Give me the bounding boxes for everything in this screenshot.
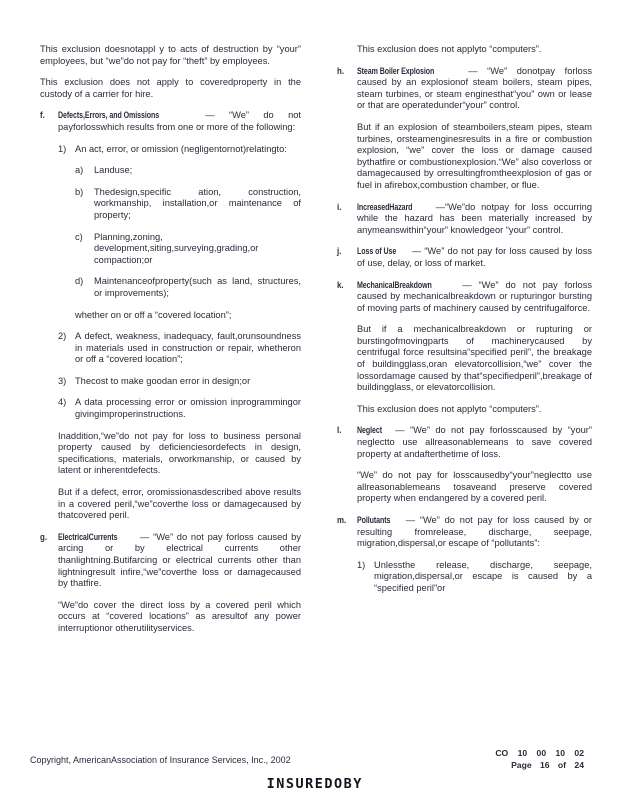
sub-item-3: [58, 376, 301, 398]
paragraph: whether on or off a “covered location”;: [75, 309, 232, 320]
item-lead-text: — “We” do not pay forlosscaused by “your” neglectto use allreasonablemeans to save covered property at andafterthetime of loss.: [357, 425, 592, 459]
item-lead-paragraph: [357, 202, 592, 237]
paragraph: A data processing error or omission inprogrammingor givingimproperinstructions.: [75, 397, 301, 420]
item-content: [357, 202, 592, 247]
item-lead-text: — “We” do not pay for loss caused by loss of use, delay, or loss of market.: [357, 246, 592, 268]
column-right: [337, 44, 592, 645]
paragraph: “We”do cover the direct loss by a covered peril which occurs at “covered locations” as aresultof any power interruptionor otherutilityservices.: [58, 599, 301, 633]
paragraph: A defect, weakness, inadequacy, fault,orunsoundness in materials used in construction or repair, whetheron or off a “covered location”;: [75, 331, 301, 365]
page-indicator: Page 16 of 24: [511, 760, 584, 770]
item-lead-paragraph: [58, 110, 301, 133]
item-marker: g.: [40, 531, 48, 542]
item-label: Neglect: [357, 425, 382, 436]
item-lead-text: — “We” donotpay forloss caused by an explosionof steam boilers, steam pipes, steam turbines, or steam enginesthat“you” own or lease or that are operatedunder“your” control.: [357, 65, 592, 111]
item-marker: h.: [337, 65, 345, 76]
sub-item-4: [58, 397, 301, 430]
list-item-i: [337, 202, 592, 247]
paragraph: Thedesign,specific ation, construction, workmanship, installation,or maintenance of property;: [94, 186, 301, 220]
item-lead-text: — “We” do not pay forloss caused by arcing or by electrical currents other thanlightning.Butifarcing or electrical currents other than lightningresult infire,“we”coverthe loss or damagecaused by thatfire.: [58, 531, 301, 589]
item-content: [357, 246, 592, 279]
paragraph: This exclusion does not applyto “computers”.: [357, 403, 542, 414]
item-lead-text: — “We” do not pay forloss caused by mechanicalbreakdown or rupturingor bursting of moving parts of machinery caused by centrifugalforce.: [357, 279, 592, 313]
copyright-line: Copyright, AmericanAssociation of Insurance Services, Inc., 2002: [30, 755, 291, 765]
item-marker: i.: [337, 201, 342, 212]
list-item-k: [337, 280, 592, 426]
paragraph: This exclusion doesnotappl y to acts of destruction by “your” employees, but “we”do not pay for “theft” by employees.: [40, 44, 301, 66]
paragraph: Landuse;: [94, 165, 133, 176]
paragraph: “We” do not pay for losscausedby“your”neglectto use allreasonablemeans tosaveand preserve covered property when endangered by a covered peril.: [357, 470, 592, 504]
item-lead-text: — “We” do not payforlosswhich results from one or more of the following:: [58, 110, 301, 132]
item-marker: l.: [337, 425, 342, 436]
sub-sub-item-c: [75, 232, 301, 277]
item-lead-text: —“We”do notpay for loss occurring while the hazard has been materially increased by anymeanswithin“your” knowledgeor “your” control.: [357, 201, 592, 235]
sub-item-marker: 4): [58, 397, 67, 408]
sub-item-marker: 3): [58, 375, 67, 386]
insured-stamp: INSUREDOBY: [266, 776, 363, 792]
sub-item-marker: 1): [58, 143, 67, 154]
item-lead-paragraph: [357, 515, 592, 550]
item-lead-paragraph: [357, 425, 592, 460]
paragraph: Planning,zoning, development,siting,surveying,grading,or compaction;or: [94, 231, 259, 265]
sub-item-2: [58, 331, 301, 376]
item-content: [357, 425, 592, 515]
sub-item-1: [357, 560, 592, 605]
item-marker: f.: [40, 110, 45, 121]
item-lead-paragraph: [357, 66, 592, 112]
sub-sub-item-b: [75, 187, 301, 232]
sub-sub-marker: c): [75, 231, 83, 242]
form-code: CO 10 00 10 02: [495, 748, 584, 758]
text-columns: [40, 44, 598, 645]
item-label: Loss of Use: [357, 246, 397, 257]
list-item-h: [337, 66, 592, 202]
paragraph: Unlessthe release, discharge, seepage, migration,dispersal,or escape is caused by a “specified peril”or: [374, 559, 592, 593]
paragraph: But if an explosion of steamboilers,steam pipes, steam turbines, orsteamenginesresults in a fire or combustion explosion, “we” cover the loss or damage caused bythatfire or combustionexplosion.“We” also coverloss or damagecaused by orresultingfromtheexplosion of gas or fuel in afirebox,combustion chamber, or flue.: [357, 121, 592, 190]
paragraph: But if a mechanicalbreakdown or rupturing or burstingofmovingparts of machinerycaused by centrifugal force resultsina“specified peril”, the breakage of buildingglass,oran elevatorcollision,“we” cover the lossordamage caused by that“specifiedperil”,breakage of buildingglass, or elevatorcollision.: [357, 324, 592, 393]
sub-sub-marker: a): [75, 165, 84, 176]
item-label: IncreasedHazard: [357, 201, 413, 212]
paragraph: Inaddition,“we”do not pay for loss to business personal property caused by deficienciesordefects in design, specifications, materials, orworkmanship, or caused by latent or inherentdefects.: [58, 430, 301, 476]
column-left: [40, 44, 301, 645]
item-lead-paragraph: [357, 246, 592, 269]
item-label: Defects,Errors, and Omissions: [58, 110, 160, 121]
item-lead-paragraph: [58, 532, 301, 590]
paragraph: But if a defect, error, oromissionasdescribed above results in a covered peril,“we”coverthe loss or damagecaused by thatcovered peril.: [58, 487, 301, 521]
paragraph: This exclusion does not applyto “computers”.: [357, 44, 542, 54]
sub-item-marker: 1): [357, 559, 366, 570]
sub-item-marker: 2): [58, 331, 67, 342]
item-marker: k.: [337, 279, 344, 290]
item-lead-paragraph: [357, 280, 592, 315]
sub-sub-marker: b): [75, 186, 84, 197]
item-label: ElectricalCurrents: [58, 531, 118, 542]
list-item-l: [337, 425, 592, 515]
list-item-f: [40, 110, 301, 531]
paragraph: An act, error, or omission (negligentornot)relatingto:: [75, 143, 287, 154]
item-content: [357, 66, 592, 202]
sub-sub-marker: d): [75, 276, 84, 287]
list-item-j: [337, 246, 592, 279]
sub-item-1: [58, 144, 301, 332]
item-marker: j.: [337, 246, 342, 257]
item-content: [58, 532, 301, 645]
sub-sub-item-a: [75, 165, 301, 187]
sub-item-content: [75, 144, 301, 332]
item-label: Pollutants: [357, 515, 391, 525]
sub-sub-item-d: [75, 276, 301, 309]
item-content: [58, 110, 301, 531]
item-lead-text: — “We” do not pay for loss caused by or resulting fromrelease, discharge, seepage, migration,dispersal,or escape of “pollutants”:: [357, 515, 592, 549]
item-content: [357, 280, 592, 426]
item-label: MechanicalBreakdown: [357, 279, 432, 290]
item-label: Steam Boiler Explosion: [357, 65, 435, 76]
paragraph: Thecost to make goodan error in design;or: [75, 375, 251, 386]
item-marker: m.: [337, 515, 347, 525]
paragraph: This exclusion does not apply to coveredproperty in the custody of a carrier for hire.: [40, 77, 301, 99]
paragraph: Maintenanceofproperty(such as land, structures, or improvements);: [94, 276, 301, 298]
item-content: [357, 515, 592, 605]
list-item-g: [40, 532, 301, 645]
list-item-m: [337, 515, 592, 605]
